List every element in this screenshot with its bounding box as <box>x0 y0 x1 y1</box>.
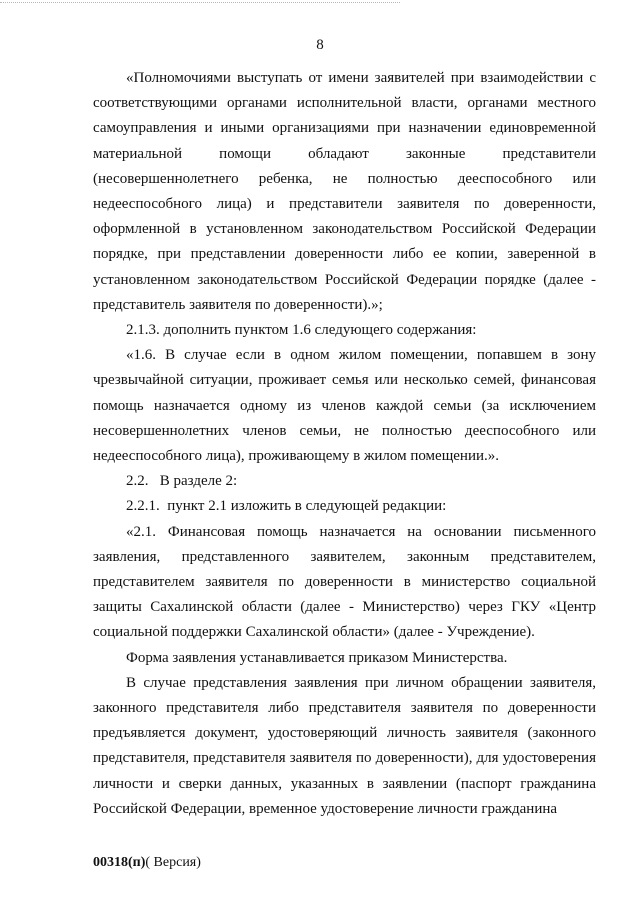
paragraph-personal-submission: В случае представления заявления при личном обращении заявителя, законного представителя либо представителя заявителя по доверенности предъявляется документ, удостоверяющий личность заявителя (законного представителя, представителя заявителя по доверенности), для удостоверения личности и сверки данных, указанных в заявлении (паспорт гражданина Российской Федерации, временное удостоверение личности гражданина <box>93 674 596 817</box>
document-code: 00318(п) <box>93 855 146 870</box>
scan-top-rule <box>0 2 400 3</box>
paragraph-2-2-1: 2.2.1. пункт 2.1 изложить в следующей редакции: <box>126 498 447 515</box>
footer <box>93 854 201 872</box>
paragraph-2-1: «2.1. Финансовая помощь назначается на основании письменного заявления, представленного заявителем, законным представителем, представителем заявителя по доверенности в министерство социальной защиты Сахалинской области (далее - Министерство) через ГКУ «Центр социальной поддержки Сахалинской области» (далее - Учреждение). <box>93 523 596 641</box>
paragraph-2-2: 2.2. В разделе 2: <box>126 473 238 490</box>
document-body <box>93 66 596 822</box>
paragraph-2-1-3: 2.1.3. дополнить пунктом 1.6 следующего содержания: <box>126 322 477 339</box>
page-number: 8 <box>316 37 324 53</box>
document-version: ( Версия) <box>145 855 201 870</box>
paragraph-application-form: Форма заявления устанавливается приказом Министерства. <box>126 649 508 666</box>
paragraph-authority: «Полномочиями выступать от имени заявителей при взаимодействии с соответствующими органами исполнительной власти, органами местного самоуправления и иными организациями при назначении единовременной материальной помощи обладают законные представители (несовершеннолетнего ребенка, не полностью дееспособного или недееспособного лица) и представители заявителя по доверенности, оформленной в установленном законодательством Российской Федерации порядке, при представлении доверенности либо ее копии, заверенной в установленном законодательством Российской Федерации порядке (далее - представитель заявителя по доверенности).»; <box>93 70 596 313</box>
paragraph-1-6: «1.6. В случае если в одном жилом помещении, попавшем в зону чрезвычайной ситуации, проживает семья или несколько семей, финансовая помощь назначается одному из членов каждой семьи (за исключением несовершеннолетних членов семьи, не полностью дееспособного или недееспособного лица), проживающему в жилом помещении.». <box>93 347 596 465</box>
